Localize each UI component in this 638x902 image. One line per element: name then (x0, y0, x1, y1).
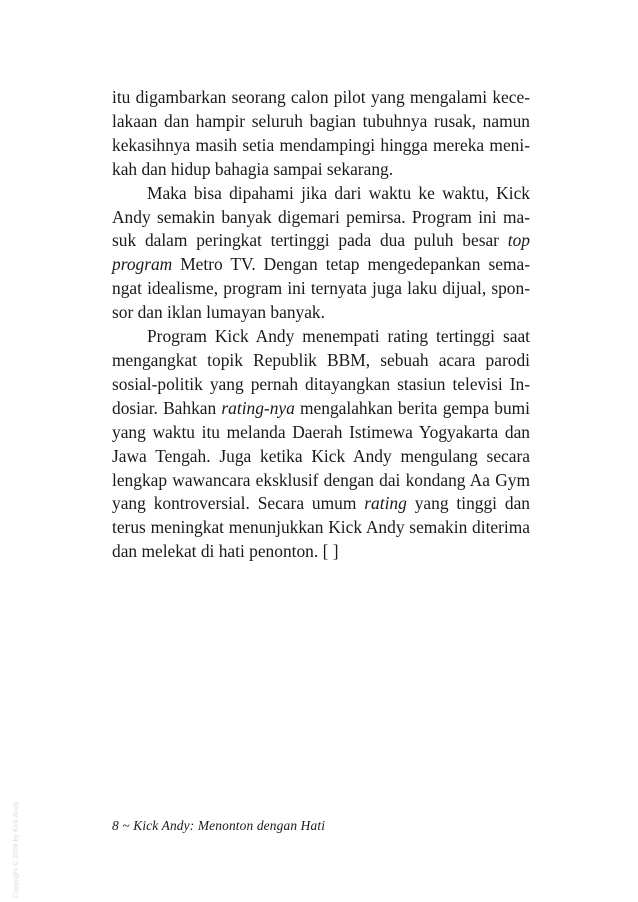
paragraph-3-text-c: yang tinggi dan terus meningkat menunjukkan Kick Andy semakin diterima dan melekat di hati penonton. [ ] (112, 493, 530, 562)
paragraph-2-text-a: Maka bisa dipahami jika dari waktu ke waktu, Kick Andy semakin banyak digemari pemirsa. Program ini masuk dalam peringkat tertinggi pada dua puluh besar (112, 182, 530, 251)
paragraph-1-text: itu digambarkan seorang calon pilot yang mengalami kecelakaan dan hampir seluruh bagian tubuhnya rusak, namun kekasihnya masih setia mendampingi hingga mereka menikah dan hidup bahagia sampai sekarang. (112, 87, 530, 179)
body-text (112, 86, 530, 564)
paragraph-2-text-b: Metro TV. Dengan tetap mengedepankan semangat idealisme, program ini ternyata juga laku dijual, sponsor dan iklan lumayan banyak. (112, 254, 530, 323)
paragraph-3-text-a: Program Kick Andy menempati rating tertinggi saat mengangkat topik Republik BBM, sebuah acara parodi sosial-politik yang pernah ditayangkan stasiun televisi Indosiar. Bahkan (112, 326, 530, 418)
paragraph-3-text-b: mengalahkan berita gempa bumi yang waktu itu melanda Daerah Istimewa Yogyakarta dan Jawa Tengah. Juga ketika Kick Andy mengulang secara lengkap wawancara eksklusif dengan dai kondang Aa Gym yang kontroversial. Secara umum (112, 397, 530, 514)
running-footer: 8 ~ Kick Andy: Menonton dengan Hati (112, 818, 326, 833)
paragraph-3-emphasis-1: rating-nya (221, 397, 295, 418)
paragraph-1 (112, 86, 530, 182)
copyright-watermark: Copyright © 2008 by Kick Andy (13, 801, 20, 898)
paragraph-3 (112, 325, 530, 564)
paragraph-2 (112, 182, 530, 325)
paragraph-3-emphasis-2: rating (364, 493, 407, 514)
paragraph-2-emphasis: top program (112, 230, 530, 275)
